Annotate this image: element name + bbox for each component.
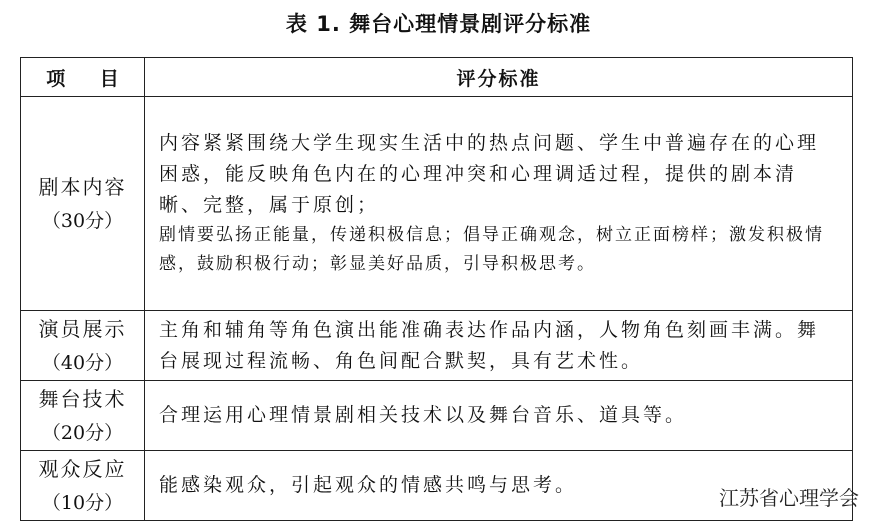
category-name: 舞台技术 [38, 386, 127, 411]
criteria-subtext: 剧情要弘扬正能量，传递积极信息；倡导正确观念，树立正面榜样；激发积极情感，鼓励积极行动；彰显美好品质，引导积极思考。 [159, 225, 824, 274]
scoring-table [20, 57, 853, 521]
category-cell [21, 451, 145, 521]
criteria-text: 内容紧紧围绕大学生现实生活中的热点问题、学生中普遍存在的心理困惑，能反映角色内在的心理冲突和心理调适过程，提供的剧本清晰、完整，属于原创； [159, 132, 820, 216]
header-criteria: 评分标准 [145, 58, 853, 97]
category-cell [21, 97, 145, 311]
criteria-text: 能感染观众，引起观众的情感共鸣与思考。 [159, 474, 578, 496]
table-row [21, 97, 853, 311]
category-score: （40分） [41, 351, 124, 374]
header-item: 项 目 [21, 58, 145, 97]
criteria-text: 主角和辅角等角色演出能准确表达作品内涵，人物角色刻画丰满。舞台展现过程流畅、角色间配合默契，具有艺术性。 [159, 318, 820, 372]
category-score: （30分） [41, 209, 124, 232]
criteria-cell [145, 311, 853, 381]
category-name: 剧本内容 [38, 174, 127, 199]
category-name: 演员展示 [38, 316, 127, 341]
criteria-cell [145, 381, 853, 451]
category-score: （10分） [41, 491, 124, 514]
table-header-row [21, 58, 853, 97]
criteria-text: 合理运用心理情景剧相关技术以及舞台音乐、道具等。 [159, 404, 688, 426]
table-row [21, 311, 853, 381]
category-name: 观众反应 [38, 456, 127, 481]
table-title: 表 1. 舞台心理情景剧评分标准 [285, 12, 592, 36]
watermark: 江苏省心理学会 [719, 486, 859, 510]
category-cell [21, 311, 145, 381]
category-score: （20分） [41, 421, 124, 444]
criteria-cell [145, 97, 853, 311]
table-row [21, 381, 853, 451]
category-cell [21, 381, 145, 451]
